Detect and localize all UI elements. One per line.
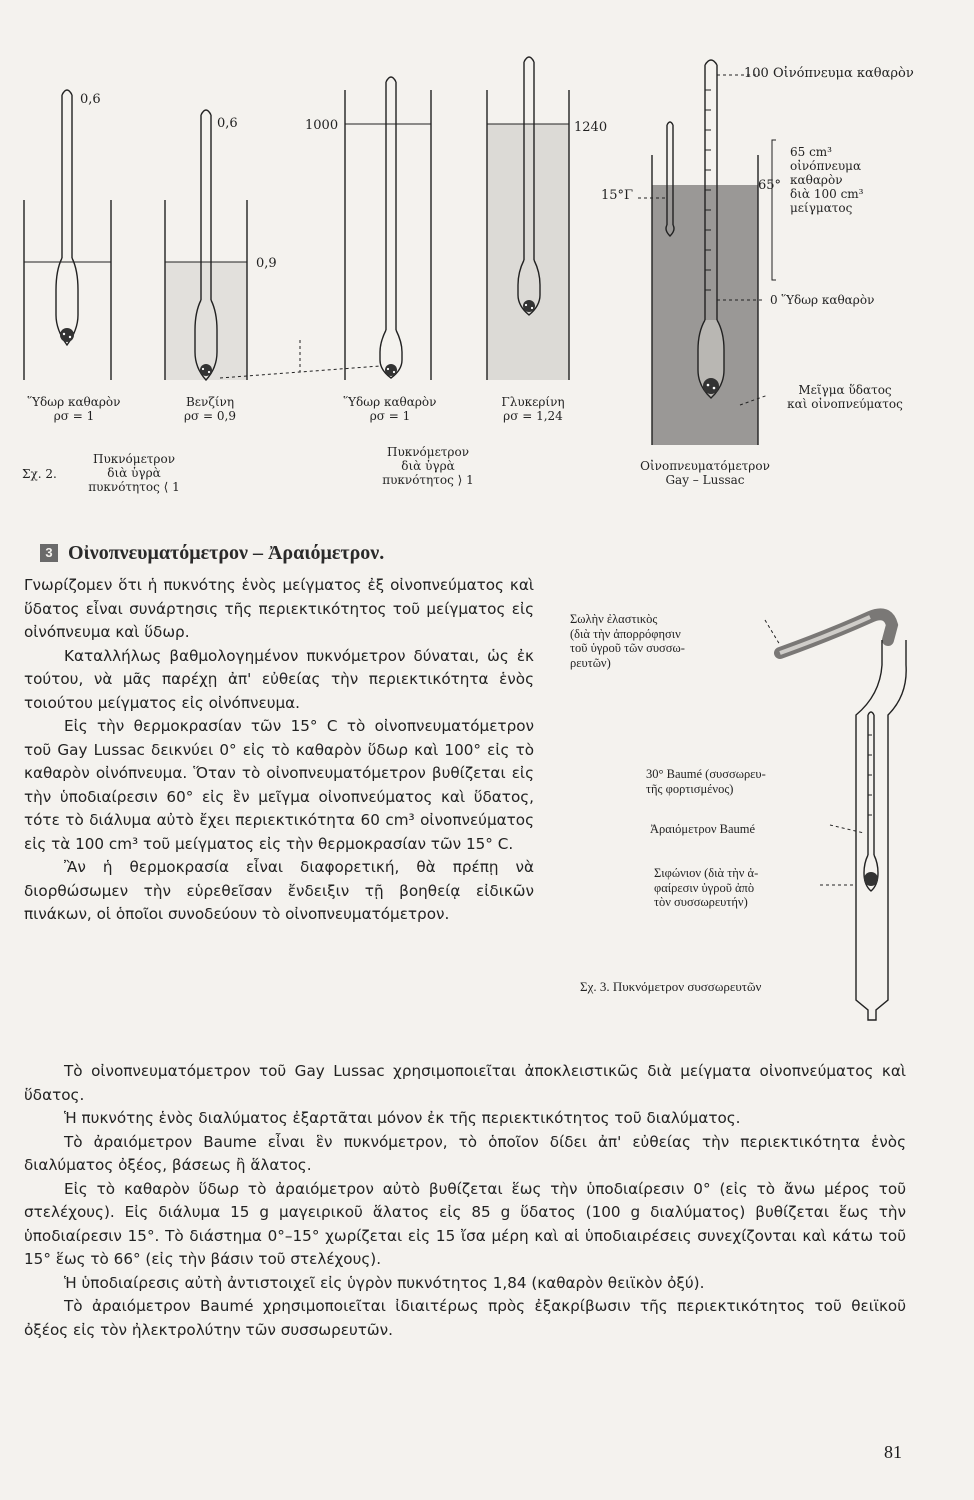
gay-temp-label: 15°Γ: [601, 188, 634, 203]
cap-left-1: Πυκνόμετρον: [92, 452, 175, 466]
figure-2-drawing: [0, 0, 620, 400]
cyl1-line1: Ὕδωρ καθαρὸν: [27, 395, 121, 409]
fig3-tube-label: [570, 612, 685, 670]
col-para-4: Ἂν ἡ θερμοκρασία εἶναι διαφορετική, θὰ πρέπῃ νὰ διορθώσωμεν τὴν εὑρεθεῖσαν ἔνδειξιν τῇ βοηθείᾳ εἰδικῶν πινάκων, οἱ ὁποῖοι συνοδεύουν τὸ οἰνοπνευματόμετρον.: [24, 858, 534, 923]
fig3-baume30-label: [646, 767, 766, 796]
fig2-caption-right: [358, 445, 498, 487]
cyl4-line2: ρσ = 1,24: [503, 409, 563, 423]
cyl2-line1: Βενζίνη: [185, 395, 235, 409]
mark-1240: 1240: [574, 120, 608, 135]
full-para-3: Τὸ ἀραιόμετρον Baume εἶναι ἓν πυκνόμετρον, τὸ ὁποῖον δίδει ἀπ' εὐθείας τὴν περιεκτικότητα ἑνὸς διαλύματος ὀξέος, βάσεως ἢ ἅλατος.: [24, 1132, 906, 1174]
mix-1: Μεῖγμα ὕδατος: [798, 383, 892, 397]
cyl4-label: [478, 395, 588, 423]
cyl2-label: [160, 395, 260, 423]
fig3-araiometron-label: Ἀραιόμετρον Baumé: [650, 822, 756, 836]
gay-bracket-text: [790, 145, 863, 215]
gay-mix-label: [770, 383, 920, 411]
cyl3-line1: Ὕδωρ καθαρὸν: [343, 395, 437, 409]
bracket-4: διὰ 100 cm³: [790, 187, 864, 201]
gay-caption: [610, 459, 800, 487]
cap-left-3: πυκνότητος ⟨ 1: [88, 480, 180, 494]
gay-cap-2: Gay – Lussac: [665, 473, 745, 487]
cap-right-3: πυκνότητος ⟩ 1: [382, 473, 474, 487]
cyl1-line2: ρσ = 1: [53, 409, 95, 423]
tube-2: (διὰ τὴν ἀπορρόφησιν: [570, 626, 681, 641]
bracket-1: 65 cm³: [790, 145, 832, 159]
mark-1000: 1000: [305, 118, 339, 133]
col-para-1: Γνωρίζομεν ὅτι ἡ πυκνότης ἑνὸς μείγματος ἐξ οἰνοπνεύματος καὶ ὕδατος εἶναι συνάρτησις τῆς περιεκτικότητος τοῦ μείγματος εἰς οἰνόπνευμα καὶ ὕδωρ.: [24, 576, 534, 641]
fig2-caption-left: [64, 452, 204, 494]
cap-right-1: Πυκνόμετρον: [386, 445, 469, 459]
bracket-5: μείγματος: [790, 201, 853, 215]
cyl3-label: [330, 395, 450, 423]
mark-0-6-a: 0,6: [80, 92, 101, 107]
siph-3: τὸν συσσωρευτήν): [654, 895, 748, 909]
baume30-2: τῆς φορτισμένος): [646, 781, 734, 796]
figure-3-drawing: [760, 595, 920, 1025]
full-width-text: [24, 1060, 906, 1342]
tube-3: τοῦ ὑγροῦ τῶν συσσω-: [570, 641, 685, 655]
col-para-3: Εἰς τὴν θερμοκρασίαν τῶν 15° C τὸ οἰνοπνευματόμετρον τοῦ Gay Lussac δεικνύει 0° εἰς τὸ καθαρὸν ὕδωρ καὶ 100° εἰς τὸ καθαρὸν οἰνόπνευμα. Ὅταν τὸ οἰνοπνευματόμετρον βυθίζεται εἰς τὴν ὑποδιαίρεσιν 60° εἰς ἓν μεῖγμα οἰνοπνεύματος καὶ ὕδατος, τότε τὸ διάλυμα αὐτὸ ἔχει περιεκτικότητα 60 cm³ οἰνοπνεύματος εἰς τὰ 100 cm³ τοῦ μείγματος εἰς τὴν θερμοκρασίαν τῶν 15° C.: [24, 717, 534, 853]
cyl2-line2: ρσ = 0,9: [183, 409, 236, 423]
full-para-6: Τὸ ἀραιόμετρον Baumé χρησιμοποιεῖται ἰδιαιτέρως πρὸς ἐξακρίβωσιν τῆς περιεκτικότητος τοῦ θειϊκοῦ ὀξέος εἰς τὸν ἠλεκτρολύτην τῶν συσσωρευτῶν.: [24, 1297, 906, 1339]
figure-2-label: Σχ. 2.: [22, 467, 57, 481]
cap-right-2: διὰ ὑγρὰ: [401, 459, 455, 473]
page-number: 81: [884, 1442, 902, 1462]
fig3-caption: Σχ. 3. Πυκνόμετρον συσσωρευτῶν: [580, 979, 762, 994]
bracket-3: καθαρὸν: [790, 173, 843, 187]
cap-left-2: διὰ ὑγρὰ: [107, 466, 161, 480]
gay-cap-1: Οἰνοπνευματόμετρον: [640, 459, 770, 473]
baume30-1: 30° Baumé (συσσωρευ-: [646, 767, 766, 781]
siph-1: Σιφώνιον (διὰ τὴν ἀ-: [654, 866, 759, 880]
cyl1-label: [14, 395, 134, 423]
section-number: 3: [40, 544, 58, 562]
bracket-2: οἰνόπνευμα: [790, 159, 862, 173]
gay-zero-label: 0 Ὕδωρ καθαρὸν: [770, 293, 875, 307]
left-column-text: [24, 574, 534, 927]
full-para-1: Τὸ οἰνοπνευματόμετρον τοῦ Gay Lussac χρησιμοποιεῖται ἀποκλειστικῶς διὰ μείγματα οἰνοπνεύματος καὶ ὕδατος.: [24, 1062, 906, 1104]
siph-2: φαίρεσιν ὑγροῦ ἀπὸ: [654, 880, 755, 895]
cyl4-line1: Γλυκερίνη: [501, 395, 565, 409]
col-para-2: Καταλλήλως βαθμολογημένον πυκνόμετρον δύναται, ὡς ἐκ τούτου, νὰ μᾶς παρέχῃ ἀπ' εὐθείας τὴν περιεκτικότητα ἑνὸς τοιούτου μείγματος εἰς οἰνόπνευμα.: [24, 646, 534, 712]
gay-pct-label: 65°: [758, 178, 782, 193]
mix-2: καὶ οἰνοπνεύματος: [787, 397, 903, 411]
mark-0-6-b: 0,6: [217, 116, 238, 131]
gay-lussac-drawing: [600, 50, 780, 450]
section-title: Οἰνοπνευματόμετρον – Ἀραιόμετρον.: [68, 542, 385, 564]
tube-4: ρευτῶν): [570, 655, 611, 670]
tube-1: Σωλὴν ἐλαστικὸς: [570, 612, 658, 626]
full-para-4: Εἰς τὸ καθαρὸν ὕδωρ τὸ ἀραιόμετρον αὐτὸ βυθίζεται ἕως τὴν ὑποδιαίρεσιν 0° (εἰς τὸ ἄνω μέρος τοῦ στελέχους). Εἰς διάλυμα 15 g μαγειρικοῦ ἅλατος εἰς 85 g ὕδατος (100 g διαλύματος) βυθίζεται ἕως τὴν ὑποδιαίρεσιν 15°. Τὸ διάστημα 0°–15° χωρίζεται εἰς 15 ἴσα μέρη καὶ αἱ ὑποδιαιρέσεις συνεχίζονται καὶ κάτω τοῦ 15° ἕως τὸ 66° (εἰς τὴν βάσιν τοῦ στελέχους).: [24, 1179, 906, 1268]
full-para-2: Ἡ πυκνότης ἑνὸς διαλύματος ἐξαρτᾶται μόνον ἐκ τῆς περιεκτικότητος τοῦ διαλύματος.: [64, 1109, 741, 1127]
mark-0-9: 0,9: [256, 256, 277, 271]
full-para-5: Ἡ ὑποδιαίρεσις αὐτὴ ἀντιστοιχεῖ εἰς ὑγρὸν πυκνότητος 1,84 (καθαρὸν θειϊκὸν ὀξύ).: [64, 1273, 705, 1292]
fig3-siphon-label: [654, 866, 758, 910]
section-heading: [40, 542, 384, 565]
gay-top-label: 100 Οἰνόπνευμα καθαρὸν: [744, 66, 914, 81]
cyl3-line2: ρσ = 1: [369, 409, 411, 423]
